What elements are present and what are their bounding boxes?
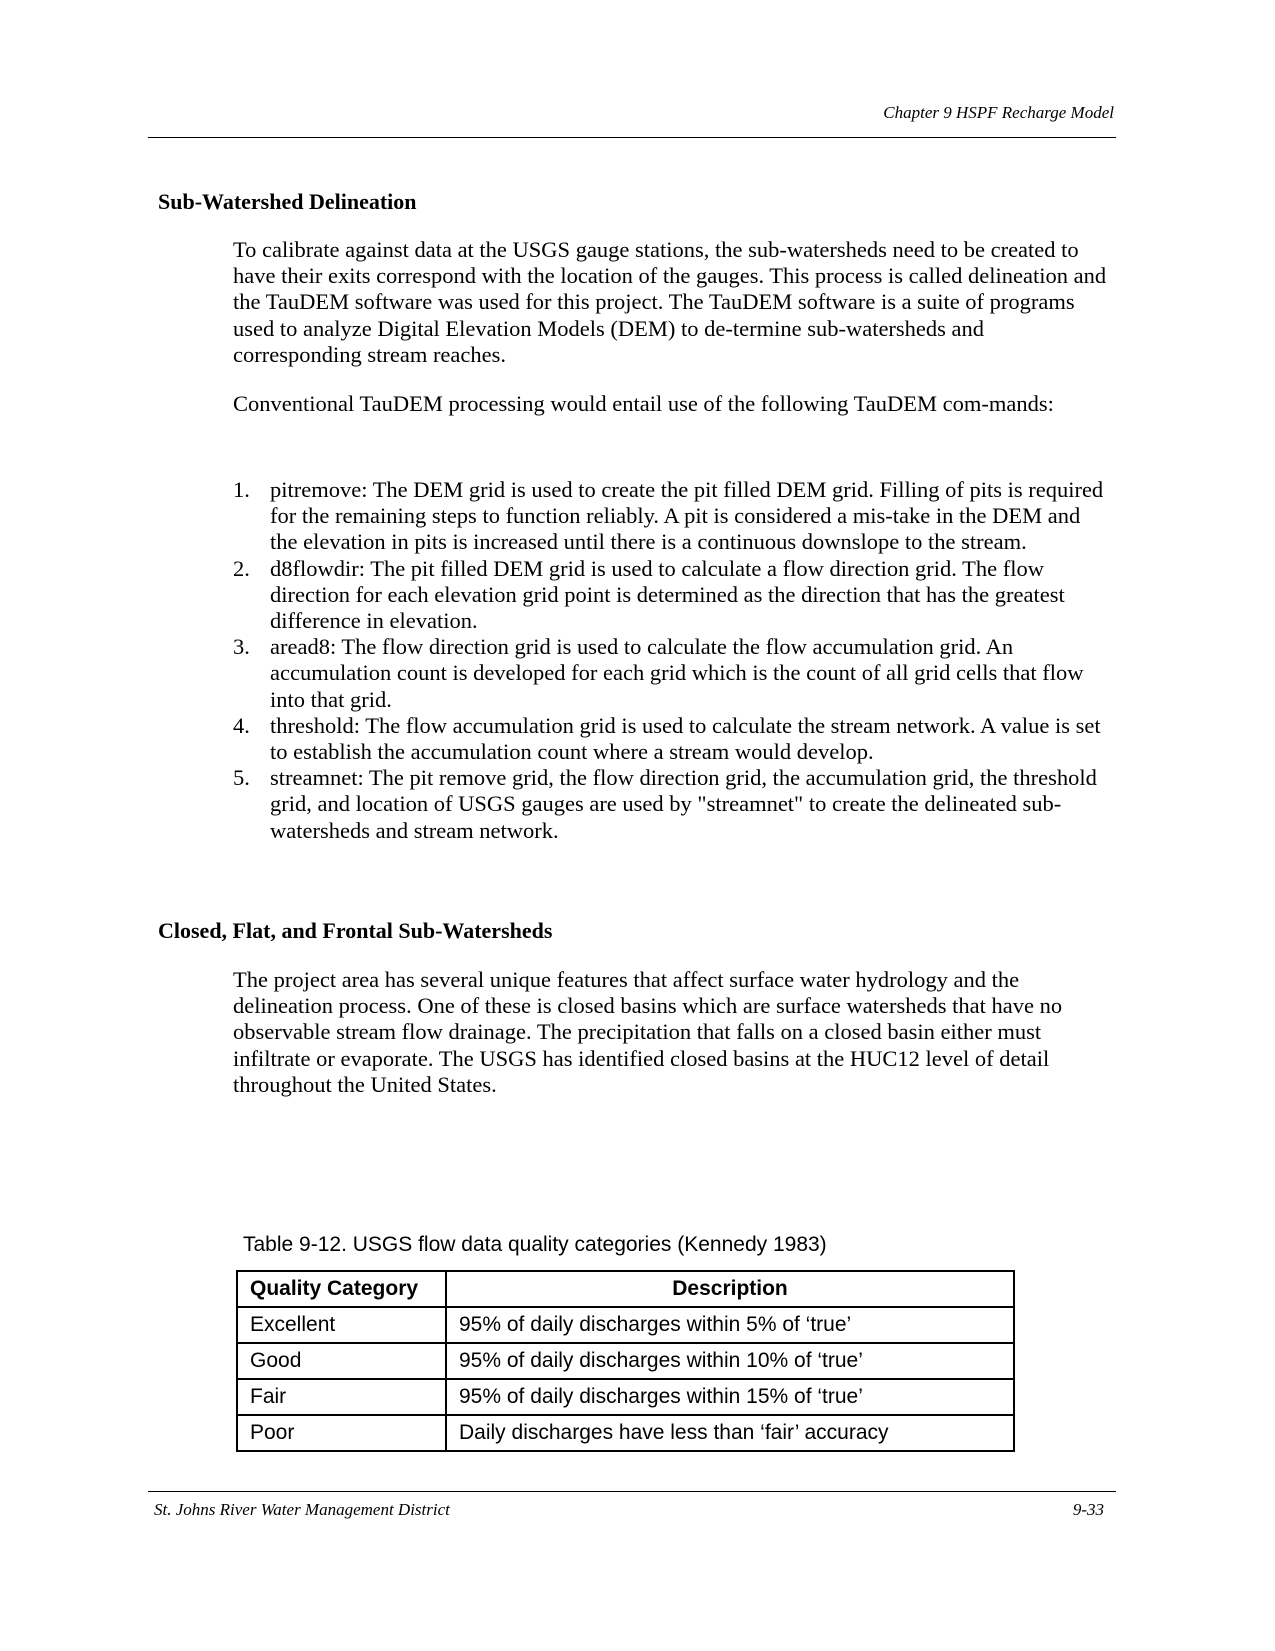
column-header-description: Description [446,1271,1014,1307]
table-cell-description: 95% of daily discharges within 10% of ‘true’ [446,1343,1014,1379]
list-item-text: streamnet: The pit remove grid, the flow direction grid, the accumulation grid, the threshold grid, and location of USGS gauges are used by "streamnet" to create the delineated sub-watersheds and stream network. [270,765,1097,843]
table-cell-category: Excellent [237,1307,446,1343]
list-item-number: 2. [233,555,250,581]
list-item [233,765,1113,844]
list-item [233,713,1113,765]
paragraph-closed-basins: The project area has several unique features that affect surface water hydrology and the delineation process. One of these is closed basins which are surface watersheds that have no observable stream flow drainage. The precipitation that falls on a closed basin either must infiltrate or evaporate. The USGS has identified closed basins at the HUC12 level of detail throughout the United States. [233,967,1063,1097]
table-cell-category: Poor [237,1415,446,1451]
header-rule [148,137,1116,138]
taudem-steps-list [233,477,1113,844]
list-item-text: pitremove: The DEM grid is used to create the pit filled DEM grid. Filling of pits is required for the remaining steps to function reliably. A pit is considered a mis-take in the DEM and the elevation in pits is increased until there is a continuous downslope to the stream. [270,477,1104,555]
list-item [233,556,1113,635]
list-item-number: 3. [233,634,250,660]
table-cell-category: Good [237,1343,446,1379]
list-item [233,634,1113,713]
list-item-number: 4. [233,712,250,738]
column-header-quality-category: Quality Category [237,1271,446,1307]
list-item-number: 1. [233,477,250,502]
section-heading-closed-basins: Closed, Flat, and Frontal Sub-Watersheds [158,918,553,943]
page-header: Chapter 9 HSPF Recharge Model [883,103,1114,122]
table-row [237,1415,1014,1451]
table-row [237,1343,1014,1379]
paragraph-taudem-commands: Conventional TauDEM processing would entail use of the following TauDEM com-mands: [233,391,1054,416]
paragraph-delineation-intro: To calibrate against data at the USGS gauge stations, the sub-watersheds need to be created to have their exits correspond with the location of the gauges. This process is called delineation and the TauDEM software was used for this project. The TauDEM software is a suite of programs used to analyze Digital Elevation Models (DEM) to de-termine sub-watersheds and corresponding stream reaches. [233,237,1107,367]
table-caption: Table 9-12. USGS flow data quality categories (Kennedy 1983) [243,1233,827,1256]
table-cell-description: Daily discharges have less than ‘fair’ accuracy [446,1415,1014,1451]
list-item [233,477,1113,556]
table-cell-category: Fair [237,1379,446,1415]
list-item-text: d8flowdir: The pit filled DEM grid is used to calculate a flow direction grid. The flow direction for each elevation grid point is determined as the direction that has the greatest difference in elevation. [270,555,1065,634]
footer-organization: St. Johns River Water Management District [154,1500,450,1519]
section-heading-delineation: Sub-Watershed Delineation [158,189,417,214]
quality-category-table [236,1270,1015,1452]
list-item-text: aread8: The flow direction grid is used to calculate the flow accumulation grid. An accumulation count is developed for each grid which is the count of all grid cells that flow into that grid. [270,634,1084,712]
list-item-number: 5. [233,765,250,791]
footer-page-number: 9-33 [1072,1500,1104,1519]
table-cell-description: 95% of daily discharges within 15% of ‘true’ [446,1379,1014,1415]
footer-rule [148,1491,1116,1492]
table-row [237,1379,1014,1415]
table-header-row [237,1271,1014,1307]
table-cell-description: 95% of daily discharges within 5% of ‘true’ [446,1307,1014,1343]
list-item-text: threshold: The flow accumulation grid is used to calculate the stream network. A value is set to establish the accumulation count where a stream would develop. [270,712,1101,765]
table-row [237,1307,1014,1343]
